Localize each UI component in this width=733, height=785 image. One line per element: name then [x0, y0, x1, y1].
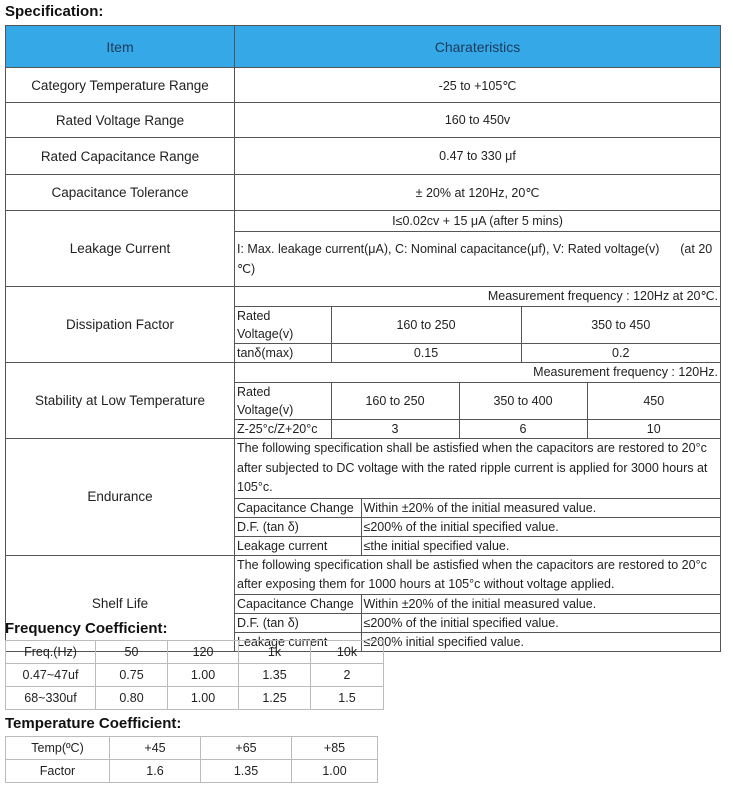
label-category-temp: Category Temperature Range — [6, 68, 235, 103]
spec-row-leakage — [6, 211, 721, 287]
frequency-heading: Frequency Coefficient: — [5, 620, 168, 637]
endurance-subtable — [235, 498, 720, 555]
label-cap-tol: Capacitance Tolerance — [6, 175, 235, 211]
label-endurance: Endurance — [6, 439, 235, 556]
endurance-text: The following specification shall be astisfied when the capacitors are restored to 20°c after subjected to DC voltage with the rated ripple current is applied for 3000 hours at 105°c. — [237, 441, 708, 494]
label-dissipation: Dissipation Factor — [6, 287, 235, 363]
freq-header-cell: 10k — [311, 641, 384, 664]
temp-row — [6, 760, 378, 783]
shelf-param: Capacitance Change — [235, 594, 361, 613]
temp-header-row — [6, 737, 378, 760]
label-leakage: Leakage Current — [6, 211, 235, 287]
temp-cell: 1.35 — [201, 760, 292, 783]
header-item: Item — [6, 26, 235, 68]
freq-cell: 1.00 — [168, 664, 239, 687]
freq-cell: 1.00 — [168, 687, 239, 710]
temp-cell: 1.6 — [110, 760, 201, 783]
endurance-limit: ≤the initial specified value. — [361, 536, 720, 555]
leakage-formula: I≤0.02cv + 15 μA (after 5 mins) — [235, 211, 720, 232]
temp-cell: 1.00 — [292, 760, 378, 783]
freq-row — [6, 664, 384, 687]
dissipation-subtable — [235, 306, 720, 362]
stability-note: Measurement frequency : 120Hz. — [533, 365, 718, 379]
freq-header-cell: 1k — [239, 641, 311, 664]
dissipation-note: Measurement frequency : 120Hz at 20℃. — [487, 289, 718, 303]
label-stability: Stability at Low Temperature — [6, 363, 235, 439]
freq-header-row — [6, 641, 384, 664]
df-cell-label: tanδ(max) — [235, 344, 331, 363]
frequency-table — [5, 640, 384, 710]
specification-heading: Specification: — [5, 3, 104, 20]
lt-cell: 6 — [459, 420, 587, 439]
freq-header-cell: Freq.(Hz) — [6, 641, 96, 664]
freq-cell: 0.80 — [96, 687, 168, 710]
spec-header-row — [6, 26, 721, 68]
value-cap-tol: ± 20% at 120Hz, 20℃ — [235, 175, 721, 211]
temp-header-cell: +65 — [201, 737, 292, 760]
freq-cell: 1.5 — [311, 687, 384, 710]
temp-header-cell: +85 — [292, 737, 378, 760]
value-category-temp: -25 to +105℃ — [235, 68, 721, 103]
freq-cell: 1.35 — [239, 664, 311, 687]
freq-row — [6, 687, 384, 710]
shelf-limit: ≤200% initial specified value. — [361, 632, 720, 651]
df-cell-label: Rated Voltage(v) — [235, 307, 331, 344]
endurance-param: Capacitance Change — [235, 498, 361, 517]
shelf-limit: ≤200% of the initial specified value. — [361, 613, 720, 632]
lt-cell: 10 — [587, 420, 720, 439]
freq-cell: 1.25 — [239, 687, 311, 710]
freq-header-cell: 50 — [96, 641, 168, 664]
df-cell: 160 to 250 — [331, 307, 521, 344]
lt-cell-label: Rated Voltage(v) — [235, 383, 331, 420]
spec-row-rated-voltage — [6, 103, 721, 138]
temp-header-cell: +45 — [110, 737, 201, 760]
header-characteristics: Charateristics — [235, 26, 721, 68]
freq-cell: 68~330uf — [6, 687, 96, 710]
spec-row-rated-cap — [6, 138, 721, 175]
df-cell: 0.2 — [521, 344, 720, 363]
spec-row-endurance — [6, 439, 721, 556]
label-rated-voltage: Rated Voltage Range — [6, 103, 235, 138]
temperature-table — [5, 736, 378, 783]
leakage-legend: I: Max. leakage current(μA), C: Nominal capacitance(μf), V: Rated voltage(v) (at 20 ℃) — [237, 242, 716, 276]
spec-row-category-temp — [6, 68, 721, 103]
label-shelf: Shelf Life — [6, 555, 235, 651]
endurance-param: Leakage current — [235, 536, 361, 555]
stability-subtable — [235, 382, 720, 438]
lt-cell: 3 — [331, 420, 459, 439]
df-cell: 350 to 450 — [521, 307, 720, 344]
freq-cell: 2 — [311, 664, 384, 687]
value-rated-cap: 0.47 to 330 μf — [235, 138, 721, 175]
shelf-limit: Within ±20% of the initial measured value. — [361, 594, 720, 613]
freq-header-cell: 120 — [168, 641, 239, 664]
spec-row-dissipation — [6, 287, 721, 363]
endurance-limit: ≤200% of the initial specified value. — [361, 517, 720, 536]
temp-header-cell: Temp(ºC) — [6, 737, 110, 760]
lt-cell: 160 to 250 — [331, 383, 459, 420]
lt-cell: 450 — [587, 383, 720, 420]
shelf-text: The following specification shall be astisfied when the capacitors are restored to 20°c after exposing them for 1000 hours at 105°c without voltage applied. — [237, 557, 707, 591]
value-rated-voltage: 160 to 450v — [235, 103, 721, 138]
lt-cell: 350 to 400 — [459, 383, 587, 420]
spec-row-cap-tol — [6, 175, 721, 211]
freq-cell: 0.75 — [96, 664, 168, 687]
endurance-param: D.F. (tan δ) — [235, 517, 361, 536]
df-cell: 0.15 — [331, 344, 521, 363]
label-rated-cap: Rated Capacitance Range — [6, 138, 235, 175]
lt-cell-label: Z-25°c/Z+20°c — [235, 420, 331, 439]
specification-table — [5, 25, 721, 652]
temp-cell: Factor — [6, 760, 110, 783]
shelf-param: Leakage current — [235, 632, 361, 651]
freq-cell: 0.47~47uf — [6, 664, 96, 687]
temperature-heading: Temperature Coefficient: — [5, 715, 182, 732]
spec-row-stability — [6, 363, 721, 439]
endurance-limit: Within ±20% of the initial measured value. — [361, 498, 720, 517]
shelf-param: D.F. (tan δ) — [235, 613, 361, 632]
